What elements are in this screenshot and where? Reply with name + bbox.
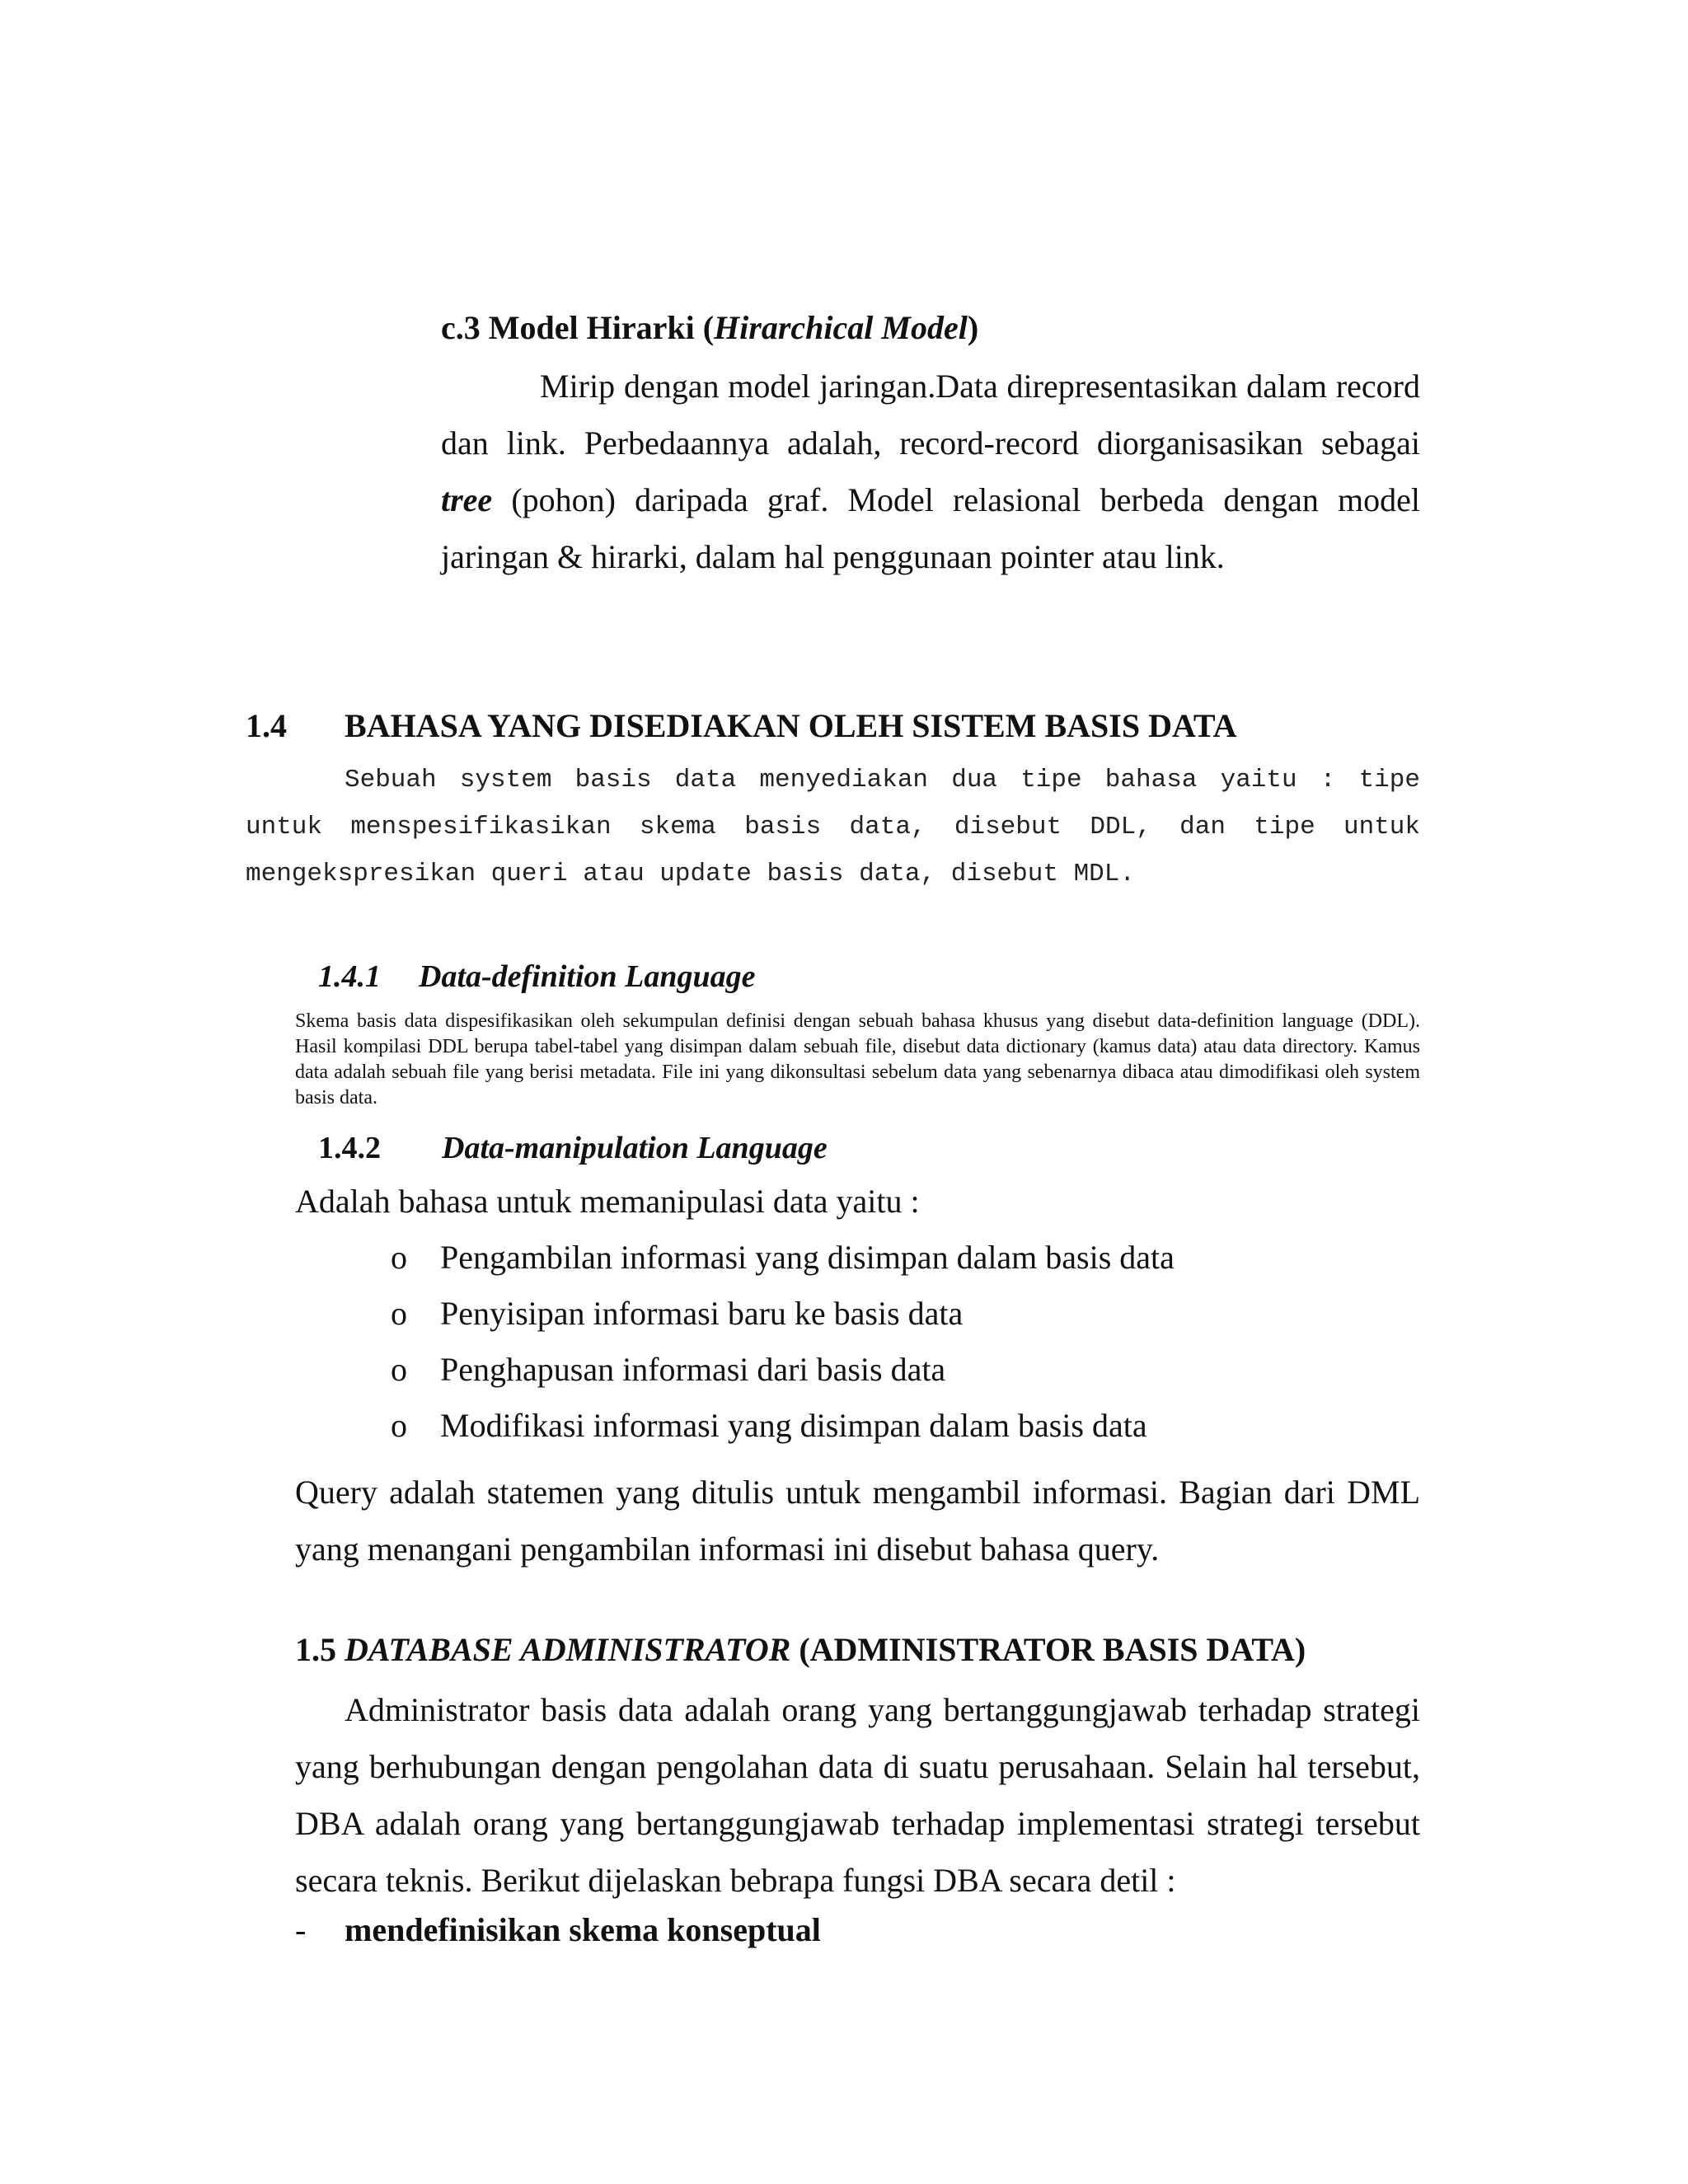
dml-operations-list [391, 1236, 1175, 1460]
list-item-text: Modifikasi informasi yang disimpan dalam basis data [440, 1407, 1147, 1444]
section-1-4-2-heading [318, 1127, 828, 1169]
section-1-4-1-heading [318, 956, 756, 997]
section-1-4-1-number: 1.4.1 [318, 959, 381, 994]
section-1-4-title: BAHASA YANG DISEDIAKAN OLEH SISTEM BASIS DATA [345, 707, 1237, 744]
bullet-marker: o [391, 1239, 407, 1276]
section-c3-paragraph-part2: (pohon) daripada graf. Model relasional berbeda dengan model jaringan & hirarki, dalam hal penggunaan pointer atau link. [441, 481, 1420, 575]
list-item [391, 1404, 1175, 1460]
list-item-text: Penyisipan informasi baru ke basis data [440, 1295, 964, 1332]
section-1-4-2-title: Data-manipulation Language [442, 1131, 828, 1165]
section-c3-heading [441, 307, 978, 349]
section-1-4-1-paragraph: Skema basis data dispesifikasikan oleh sekumpulan definisi dengan sebuah bahasa khusus yang disebut data-definition language (DDL). Hasil kompilasi DDL berupa tabel-tabel yang disimpan dalam sebuah file, disebut data dictionary (kamus data) atau data directory. Kamus data adalah sebuah file yang berisi metadata. File ini yang dikonsultasi sebelum data yang sebenarnya dibaca atau dimodifikasi oleh system basis data. [295, 1010, 1420, 1108]
section-c3-heading-prefix: c.3 Model Hirarki ( [441, 309, 715, 346]
section-c3-paragraph-part1: Mirip dengan model jaringan.Data direpresentasikan dalam record dan link. Perbedaannya adalah, record-record diorganisasikan sebagai [441, 368, 1420, 462]
dba-function-item [295, 1909, 821, 1952]
section-1-4-1-title: Data-definition Language [419, 959, 756, 994]
section-c3-heading-italic: Hirarchical Model [714, 309, 968, 346]
section-1-4-2-number: 1.4.2 [318, 1131, 381, 1165]
dml-intro-text: Adalah bahasa untuk memanipulasi data yaitu : [295, 1183, 920, 1220]
bullet-marker: o [391, 1295, 407, 1332]
section-1-4-paragraph: Sebuah system basis data menyediakan dua tipe bahasa yaitu : tipe untuk menspesifikasikan skema basis data, disebut DDL, dan tipe untuk mengekspresikan queri atau update basis data, disebut MDL. [246, 766, 1420, 888]
list-item [391, 1348, 1175, 1404]
section-1-4-heading [246, 705, 1237, 748]
list-item-text: Penghapusan informasi dari basis data [440, 1351, 946, 1388]
dash-marker: - [295, 1911, 307, 1948]
bullet-marker: o [391, 1407, 407, 1444]
section-c3-heading-suffix: ) [967, 309, 979, 346]
list-item-text: Pengambilan informasi yang disimpan dalam basis data [440, 1239, 1175, 1276]
section-1-5-title-rest: (ADMINISTRATOR BASIS DATA) [799, 1631, 1306, 1668]
section-1-5-number: 1.5 [295, 1631, 336, 1668]
dba-function-text: mendefinisikan skema konseptual [345, 1911, 821, 1948]
section-1-4-number: 1.4 [246, 707, 287, 744]
section-1-5-paragraph: Administrator basis data adalah orang yang bertanggungjawab terhadap strategi yang berhubungan dengan pengolahan data di suatu perusahaan. Selain hal tersebut, DBA adalah orang yang bertanggungjawab terhadap implementasi strategi tersebut secara teknis. Berikut dijelaskan bebrapa fungsi DBA secara detil : [295, 1691, 1420, 1899]
section-1-5-title-italic: DATABASE ADMINISTRATOR [345, 1631, 791, 1668]
list-item [391, 1292, 1175, 1348]
section-1-5-heading [295, 1629, 1306, 1671]
section-c3-paragraph [441, 358, 1420, 585]
list-item [391, 1236, 1175, 1292]
bullet-marker: o [391, 1351, 407, 1388]
query-definition-paragraph: Query adalah statemen yang ditulis untuk mengambil informasi. Bagian dari DML yang menangani pengambilan informasi ini disebut bahasa query. [295, 1474, 1420, 1568]
section-c3-emphasis: tree [441, 481, 493, 518]
